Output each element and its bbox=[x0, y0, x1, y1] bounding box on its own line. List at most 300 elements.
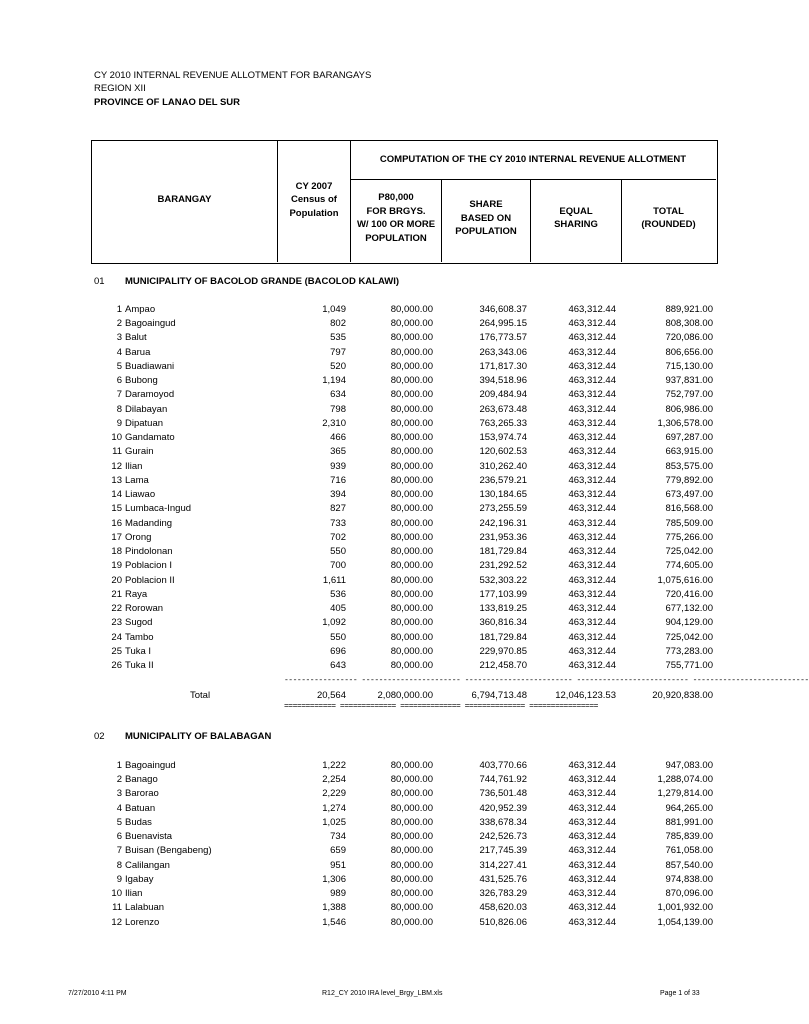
equal-sharing: 463,312.44 bbox=[568, 902, 616, 914]
table-row bbox=[0, 388, 768, 402]
barangay-name: Gandamato bbox=[125, 432, 175, 444]
table-row bbox=[0, 531, 768, 545]
barangay-name: Calilangan bbox=[125, 859, 170, 871]
population: 1,049 bbox=[322, 304, 346, 315]
total-rounded: 947,083.00 bbox=[665, 760, 713, 771]
population-share: 176,773.57 bbox=[479, 332, 527, 344]
population: 405 bbox=[330, 603, 346, 615]
footer-filename: R12_CY 2010 IRA level_Brgy_LBM.xls bbox=[322, 990, 443, 997]
p80-amount: 80,000.00 bbox=[390, 517, 433, 529]
row-number: 3 bbox=[116, 332, 122, 344]
population-share: 209,484.94 bbox=[479, 389, 527, 401]
population: 1,194 bbox=[322, 375, 346, 387]
equal-sharing: 463,312.44 bbox=[568, 531, 616, 543]
barangay-name: Balut bbox=[125, 332, 147, 344]
header-computation: COMPUTATION OF THE CY 2010 INTERNAL REVENUE ALLOTMENT bbox=[379, 154, 687, 166]
header-total: TOTAL (ROUNDED) bbox=[641, 205, 696, 230]
population: 2,310 bbox=[322, 417, 346, 429]
population: 394 bbox=[330, 489, 346, 501]
population-share: 242,526.73 bbox=[479, 831, 527, 843]
population-share: 326,783.29 bbox=[479, 888, 527, 900]
population-share: 763,265.33 bbox=[479, 417, 527, 429]
population: 634 bbox=[330, 389, 346, 401]
equal-sharing: 463,312.44 bbox=[568, 375, 616, 387]
p80-amount: 80,000.00 bbox=[390, 375, 433, 387]
equal-sharing: 463,312.44 bbox=[568, 588, 616, 600]
row-number: 15 bbox=[111, 503, 122, 515]
population: 1,388 bbox=[322, 902, 346, 914]
table-row bbox=[0, 574, 768, 588]
barangay-name: Barorao bbox=[125, 788, 159, 800]
population: 827 bbox=[330, 503, 346, 515]
p80-amount: 80,000.00 bbox=[390, 831, 433, 843]
p80-amount: 80,000.00 bbox=[390, 417, 433, 429]
barangay-name: Lalabuan bbox=[125, 902, 165, 914]
p80-amount: 80,000.00 bbox=[390, 503, 433, 515]
population: 1,222 bbox=[322, 760, 346, 771]
table-row bbox=[0, 431, 768, 445]
p80-amount: 80,000.00 bbox=[390, 888, 433, 900]
population: 1,546 bbox=[322, 916, 346, 928]
equal-sharing: 463,312.44 bbox=[568, 760, 616, 771]
barangay-name: Liawao bbox=[125, 489, 156, 501]
equal-sharing: 463,312.44 bbox=[568, 645, 616, 657]
total-share: 6,794,713.48 bbox=[471, 690, 527, 701]
total-rounded: 720,416.00 bbox=[665, 588, 713, 600]
row-number: 6 bbox=[116, 831, 122, 843]
total-rounded: 881,991.00 bbox=[665, 816, 713, 828]
population-share: 420,952.39 bbox=[479, 802, 527, 814]
table-row bbox=[0, 844, 768, 858]
population: 550 bbox=[330, 631, 346, 643]
population-share: 242,196.31 bbox=[479, 517, 527, 529]
total-rounded: 677,132.00 bbox=[665, 603, 713, 615]
p80-amount: 80,000.00 bbox=[390, 489, 433, 501]
total-rounded: 1,001,932.00 bbox=[657, 902, 713, 914]
barangay-name: Poblacion II bbox=[125, 574, 175, 586]
barangay-name: Barua bbox=[125, 346, 151, 358]
p80-amount: 80,000.00 bbox=[390, 660, 433, 671]
equal-sharing: 463,312.44 bbox=[568, 446, 616, 458]
barangay-name: Igabay bbox=[125, 873, 154, 885]
barangay-name: Ilian bbox=[125, 460, 143, 472]
p80-amount: 80,000.00 bbox=[390, 531, 433, 543]
p80-amount: 80,000.00 bbox=[390, 774, 433, 786]
table-row bbox=[0, 602, 768, 616]
total-rounded: 663,915.00 bbox=[665, 446, 713, 458]
table-row bbox=[0, 460, 768, 474]
table-row bbox=[0, 488, 768, 502]
table-row bbox=[0, 445, 768, 459]
barangay-name: Ilian bbox=[125, 888, 143, 900]
population-share: 153,974.74 bbox=[479, 432, 527, 444]
p80-amount: 80,000.00 bbox=[390, 332, 433, 344]
total-rounded: 773,283.00 bbox=[665, 645, 713, 657]
row-number: 7 bbox=[116, 389, 122, 401]
row-number: 11 bbox=[112, 446, 122, 458]
equal-sharing: 463,312.44 bbox=[568, 816, 616, 828]
table-row bbox=[0, 559, 768, 573]
p80-amount: 80,000.00 bbox=[390, 574, 433, 586]
population-share: 346,608.37 bbox=[479, 304, 527, 315]
total-population: 20,564 bbox=[316, 690, 346, 701]
population: 550 bbox=[330, 546, 346, 558]
equal-sharing: 463,312.44 bbox=[568, 304, 616, 315]
population-share: 217,745.39 bbox=[479, 845, 527, 857]
row-number: 3 bbox=[116, 788, 122, 800]
population: 989 bbox=[330, 888, 346, 900]
p80-amount: 80,000.00 bbox=[390, 446, 433, 458]
total-rounded: 806,986.00 bbox=[665, 403, 713, 415]
p80-amount: 80,000.00 bbox=[390, 546, 433, 558]
table-row bbox=[0, 317, 768, 331]
total-rounded: 1,054,139.00 bbox=[657, 916, 713, 928]
table-row bbox=[0, 816, 768, 830]
row-number: 2 bbox=[116, 318, 122, 330]
p80-amount: 80,000.00 bbox=[390, 560, 433, 572]
barangay-name: Poblacion I bbox=[125, 560, 173, 572]
barangay-name: Raya bbox=[125, 588, 148, 600]
row-number: 26 bbox=[111, 660, 122, 671]
barangay-name: Madanding bbox=[125, 517, 173, 529]
section-name: MUNICIPALITY OF BACOLOD GRANDE (BACOLOD KALAWI) bbox=[125, 276, 400, 287]
population: 1,274 bbox=[322, 802, 346, 814]
table-row bbox=[0, 887, 768, 901]
equal-sharing: 463,312.44 bbox=[568, 460, 616, 472]
population: 1,025 bbox=[322, 816, 346, 828]
p80-amount: 80,000.00 bbox=[390, 389, 433, 401]
total-equal: 12,046,123.53 bbox=[555, 690, 616, 701]
header-divider bbox=[350, 179, 716, 180]
header-p80: P80,000 FOR BRGYS. W/ 100 OR MORE POPULATION bbox=[356, 192, 436, 244]
total-rounded: 1,075,616.00 bbox=[657, 574, 713, 586]
row-number: 11 bbox=[112, 902, 122, 914]
header-census: CY 2007 Census of Population bbox=[289, 180, 339, 219]
population-share: 310,262.40 bbox=[479, 460, 527, 472]
p80-amount: 80,000.00 bbox=[390, 916, 433, 928]
total-rounded: 774,605.00 bbox=[665, 560, 713, 572]
total-rounded: 720,086.00 bbox=[665, 332, 713, 344]
equal-sharing: 463,312.44 bbox=[568, 346, 616, 358]
total-rounded: 779,892.00 bbox=[665, 474, 713, 486]
barangay-name: Ampao bbox=[125, 304, 156, 315]
total-rounded: 1,279,814.00 bbox=[657, 788, 713, 800]
total-rounded: 806,656.00 bbox=[665, 346, 713, 358]
table-row bbox=[0, 346, 768, 360]
population-share: 263,673.48 bbox=[479, 403, 527, 415]
total-rounded: 857,540.00 bbox=[665, 859, 713, 871]
row-number: 10 bbox=[111, 432, 122, 444]
equal-sharing: 463,312.44 bbox=[568, 845, 616, 857]
barangay-name: Lorenzo bbox=[125, 916, 160, 928]
total-p80: 2,080,000.00 bbox=[377, 690, 433, 701]
population: 733 bbox=[330, 517, 346, 529]
population: 520 bbox=[330, 360, 346, 372]
population-share: 510,826.06 bbox=[479, 916, 527, 928]
population-share: 458,620.03 bbox=[479, 902, 527, 914]
footer-page: Page 1 of 33 bbox=[660, 990, 700, 997]
total-rounded: 697,287.00 bbox=[665, 432, 713, 444]
section-name: MUNICIPALITY OF BALABAGAN bbox=[125, 731, 272, 742]
total-rounded: 725,042.00 bbox=[665, 546, 713, 558]
population: 798 bbox=[330, 403, 346, 415]
row-number: 22 bbox=[111, 603, 122, 615]
table-row bbox=[0, 545, 768, 559]
population: 700 bbox=[330, 560, 346, 572]
barangay-name: Bagoaingud bbox=[125, 318, 176, 330]
region-label: REGION XII bbox=[94, 83, 146, 94]
population: 802 bbox=[330, 318, 346, 330]
barangay-name: Sugod bbox=[125, 617, 153, 629]
barangay-name: Tambo bbox=[125, 631, 154, 643]
total-rounded: 937,831.00 bbox=[665, 375, 713, 387]
row-number: 5 bbox=[116, 360, 122, 372]
equal-sharing: 463,312.44 bbox=[568, 403, 616, 415]
row-number: 21 bbox=[111, 588, 122, 600]
population: 2,229 bbox=[322, 788, 346, 800]
total-rounded: 889,921.00 bbox=[665, 304, 713, 315]
barangay-name: Dipatuan bbox=[125, 417, 164, 429]
province-label: PROVINCE OF LANAO DEL SUR bbox=[94, 97, 241, 108]
p80-amount: 80,000.00 bbox=[390, 873, 433, 885]
table-row bbox=[0, 502, 768, 516]
table-row bbox=[0, 773, 768, 787]
barangay-name: Buadiawani bbox=[125, 360, 175, 372]
population-share: 229,970.85 bbox=[479, 645, 527, 657]
row-number: 20 bbox=[111, 574, 122, 586]
header-share: SHARE BASED ON POPULATION bbox=[455, 199, 517, 238]
equal-sharing: 463,312.44 bbox=[568, 788, 616, 800]
row-number: 9 bbox=[116, 417, 122, 429]
row-number: 2 bbox=[116, 774, 122, 786]
p80-amount: 80,000.00 bbox=[390, 902, 433, 914]
p80-amount: 80,000.00 bbox=[390, 360, 433, 372]
total-rounded: 785,509.00 bbox=[665, 517, 713, 529]
section-code: 01 bbox=[94, 276, 105, 287]
population-share: 212,458.70 bbox=[479, 660, 527, 671]
p80-amount: 80,000.00 bbox=[390, 816, 433, 828]
row-number: 1 bbox=[116, 304, 122, 315]
population-share: 314,227.41 bbox=[479, 859, 527, 871]
p80-amount: 80,000.00 bbox=[390, 304, 433, 315]
population: 696 bbox=[330, 645, 346, 657]
row-number: 12 bbox=[111, 916, 122, 928]
header-equal: EQUAL SHARING bbox=[554, 205, 598, 230]
table-row bbox=[0, 616, 768, 630]
barangay-name: Dilabayan bbox=[125, 403, 168, 415]
total-rounded: 752,797.00 bbox=[665, 389, 713, 401]
population: 734 bbox=[330, 831, 346, 843]
barangay-name: Orong bbox=[125, 531, 152, 543]
p80-amount: 80,000.00 bbox=[390, 346, 433, 358]
population-share: 394,518.96 bbox=[479, 375, 527, 387]
population: 1,306 bbox=[322, 873, 346, 885]
barangay-name: Rorowan bbox=[125, 603, 164, 615]
total-rounded: 853,575.00 bbox=[665, 460, 713, 472]
equal-sharing: 463,312.44 bbox=[568, 318, 616, 330]
row-number: 6 bbox=[116, 375, 122, 387]
equal-rule: ============ ============= ============== ============== ================ bbox=[284, 702, 598, 711]
equal-sharing: 463,312.44 bbox=[568, 417, 616, 429]
p80-amount: 80,000.00 bbox=[390, 645, 433, 657]
row-number: 23 bbox=[111, 617, 122, 629]
population-share: 231,292.52 bbox=[479, 560, 527, 572]
equal-sharing: 463,312.44 bbox=[568, 574, 616, 586]
population: 365 bbox=[330, 446, 346, 458]
population: 1,092 bbox=[322, 617, 346, 629]
table-row bbox=[0, 645, 768, 659]
p80-amount: 80,000.00 bbox=[390, 631, 433, 643]
population: 716 bbox=[330, 474, 346, 486]
p80-amount: 80,000.00 bbox=[390, 845, 433, 857]
row-number: 13 bbox=[111, 474, 122, 486]
barangay-name: Gurain bbox=[125, 446, 154, 458]
equal-sharing: 463,312.44 bbox=[568, 432, 616, 444]
population-share: 181,729.84 bbox=[479, 631, 527, 643]
total-label: Total bbox=[190, 690, 211, 701]
population: 536 bbox=[330, 588, 346, 600]
row-number: 19 bbox=[111, 560, 122, 572]
barangay-name: Lumbaca-Ingud bbox=[125, 503, 192, 515]
row-number: 4 bbox=[116, 346, 122, 358]
barangay-name: Buisan (Bengabeng) bbox=[125, 845, 212, 857]
population-share: 231,953.36 bbox=[479, 531, 527, 543]
equal-sharing: 463,312.44 bbox=[568, 517, 616, 529]
barangay-name: Buenavista bbox=[125, 831, 173, 843]
barangay-name: Pindolonan bbox=[125, 546, 173, 558]
population-share: 236,579.21 bbox=[479, 474, 527, 486]
equal-sharing: 463,312.44 bbox=[568, 859, 616, 871]
population-share: 133,819.25 bbox=[479, 603, 527, 615]
equal-sharing: 463,312.44 bbox=[568, 916, 616, 928]
row-number: 16 bbox=[111, 517, 122, 529]
barangay-name: Lama bbox=[125, 474, 149, 486]
barangay-name: Bagoaingud bbox=[125, 760, 176, 771]
p80-amount: 80,000.00 bbox=[390, 318, 433, 330]
table-row bbox=[0, 331, 768, 345]
population-share: 130,184.65 bbox=[479, 489, 527, 501]
row-number: 10 bbox=[111, 888, 122, 900]
population-share: 736,501.48 bbox=[479, 788, 527, 800]
row-number: 8 bbox=[116, 859, 122, 871]
table-row bbox=[0, 901, 768, 915]
p80-amount: 80,000.00 bbox=[390, 760, 433, 771]
population-share: 532,303.22 bbox=[479, 574, 527, 586]
population-share: 338,678.34 bbox=[479, 816, 527, 828]
equal-sharing: 463,312.44 bbox=[568, 546, 616, 558]
table-row bbox=[0, 631, 768, 645]
row-number: 25 bbox=[111, 645, 122, 657]
table-row bbox=[0, 659, 768, 673]
table-row bbox=[0, 474, 768, 488]
population: 535 bbox=[330, 332, 346, 344]
equal-sharing: 463,312.44 bbox=[568, 474, 616, 486]
equal-sharing: 463,312.44 bbox=[568, 360, 616, 372]
table-row bbox=[0, 517, 768, 531]
total-rounded: 870,096.00 bbox=[665, 888, 713, 900]
total-rounded: 785,839.00 bbox=[665, 831, 713, 843]
total-rounded: 775,266.00 bbox=[665, 531, 713, 543]
population: 2,254 bbox=[322, 774, 346, 786]
row-number: 17 bbox=[111, 531, 122, 543]
p80-amount: 80,000.00 bbox=[390, 432, 433, 444]
row-number: 5 bbox=[116, 816, 122, 828]
barangay-name: Tuka I bbox=[125, 645, 152, 657]
population-share: 744,761.92 bbox=[479, 774, 527, 786]
total-rounded: 808,308.00 bbox=[665, 318, 713, 330]
equal-sharing: 463,312.44 bbox=[568, 332, 616, 344]
barangay-name: Banago bbox=[125, 774, 158, 786]
row-number: 4 bbox=[116, 802, 122, 814]
equal-sharing: 463,312.44 bbox=[568, 802, 616, 814]
total-rounded: 755,771.00 bbox=[665, 660, 713, 671]
table-row bbox=[0, 916, 768, 930]
equal-sharing: 463,312.44 bbox=[568, 389, 616, 401]
population-share: 360,816.34 bbox=[479, 617, 527, 629]
p80-amount: 80,000.00 bbox=[390, 617, 433, 629]
report-title: CY 2010 INTERNAL REVENUE ALLOTMENT FOR BARANGAYS bbox=[94, 70, 372, 81]
p80-amount: 80,000.00 bbox=[390, 588, 433, 600]
population: 702 bbox=[330, 531, 346, 543]
table-row bbox=[0, 303, 768, 317]
p80-amount: 80,000.00 bbox=[390, 474, 433, 486]
table-row bbox=[0, 759, 768, 773]
table-row bbox=[0, 403, 768, 417]
barangay-name: Tuka II bbox=[125, 660, 154, 671]
barangay-name: Budas bbox=[125, 816, 152, 828]
equal-sharing: 463,312.44 bbox=[568, 774, 616, 786]
dash-rule: ----------------- ----------------------- ------------------------- -------------------------- --------------------------- bbox=[284, 676, 809, 685]
table-row bbox=[0, 830, 768, 844]
table-row bbox=[0, 787, 768, 801]
row-number: 8 bbox=[116, 403, 122, 415]
footer-datetime: 7/27/2010 4:11 PM bbox=[68, 990, 127, 997]
table-row bbox=[0, 873, 768, 887]
barangay-name: Daramoyod bbox=[125, 389, 175, 401]
p80-amount: 80,000.00 bbox=[390, 403, 433, 415]
equal-sharing: 463,312.44 bbox=[568, 873, 616, 885]
population-share: 171,817.30 bbox=[479, 360, 527, 372]
equal-sharing: 463,312.44 bbox=[568, 631, 616, 643]
header-barangay: BARANGAY bbox=[157, 194, 212, 206]
row-number: 7 bbox=[116, 845, 122, 857]
p80-amount: 80,000.00 bbox=[390, 802, 433, 814]
p80-amount: 80,000.00 bbox=[390, 460, 433, 472]
table-row bbox=[0, 859, 768, 873]
barangay-name: Batuan bbox=[125, 802, 156, 814]
population: 1,611 bbox=[322, 574, 346, 586]
population-share: 264,995.15 bbox=[479, 318, 527, 330]
row-number: 24 bbox=[111, 631, 122, 643]
total-rounded: 725,042.00 bbox=[665, 631, 713, 643]
population: 951 bbox=[330, 859, 346, 871]
total-total: 20,920,838.00 bbox=[652, 690, 713, 701]
table-row bbox=[0, 374, 768, 388]
table-row bbox=[0, 802, 768, 816]
section-code: 02 bbox=[94, 731, 105, 742]
equal-sharing: 463,312.44 bbox=[568, 603, 616, 615]
population: 466 bbox=[330, 432, 346, 444]
row-number: 9 bbox=[116, 873, 122, 885]
row-number: 1 bbox=[116, 760, 122, 771]
population-share: 263,343.06 bbox=[479, 346, 527, 358]
p80-amount: 80,000.00 bbox=[390, 603, 433, 615]
equal-sharing: 463,312.44 bbox=[568, 660, 616, 671]
equal-sharing: 463,312.44 bbox=[568, 617, 616, 629]
p80-amount: 80,000.00 bbox=[390, 859, 433, 871]
equal-sharing: 463,312.44 bbox=[568, 888, 616, 900]
table-row bbox=[0, 417, 768, 431]
